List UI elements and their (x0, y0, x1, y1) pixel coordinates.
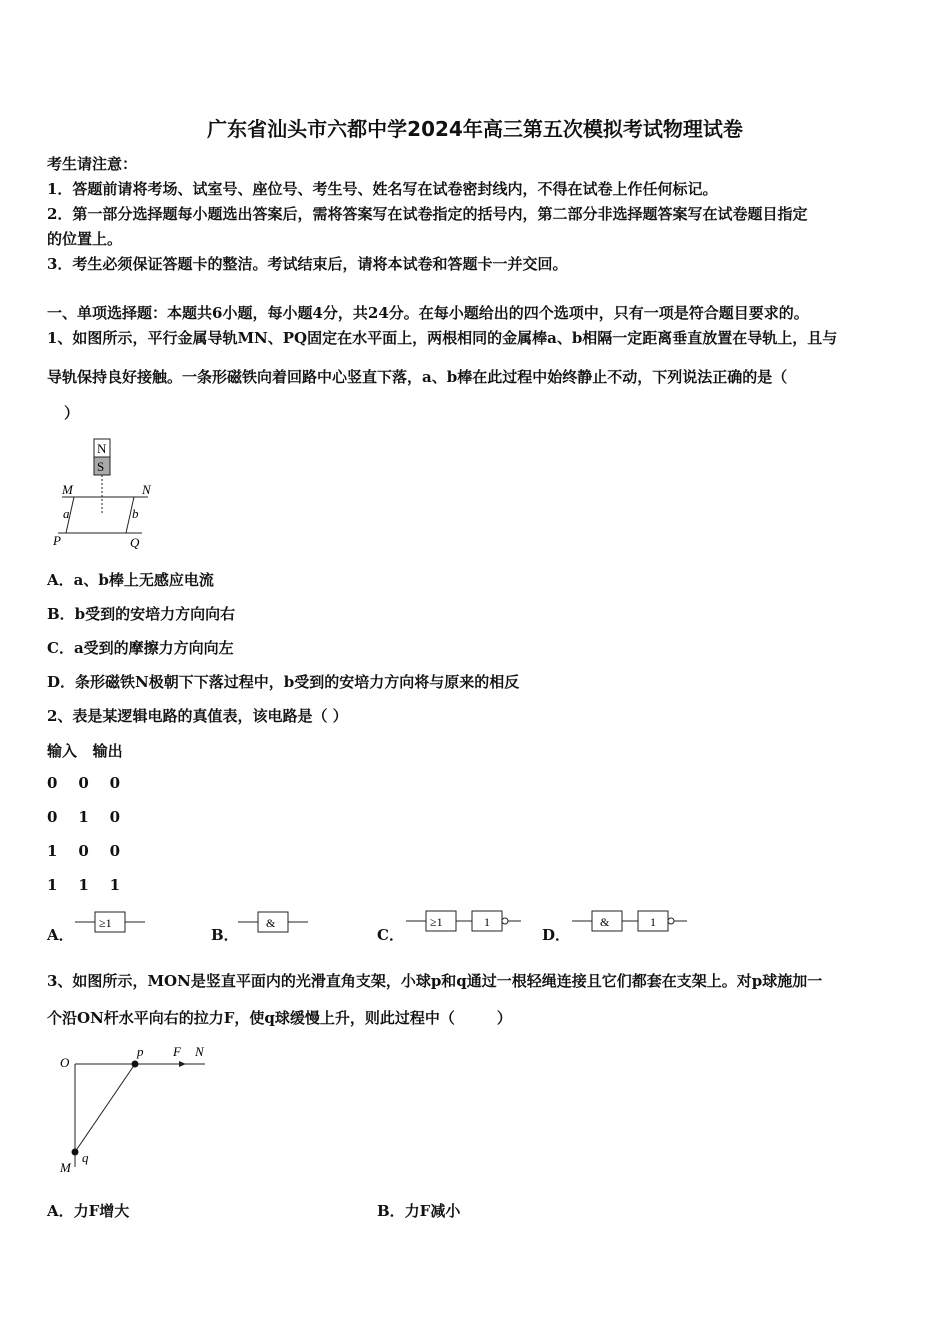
q1-stem-line: ） (64, 404, 80, 422)
and-gate-symbol: & (266, 916, 276, 930)
truth-table-row: 0 1 0 (47, 808, 121, 826)
q1-option: A．a、b棒上无感应电流 (47, 571, 214, 589)
q1-option: B．b受到的安培力方向向右 (47, 605, 236, 623)
q2-option-label: D． (542, 926, 571, 944)
label-q: q (82, 1150, 89, 1165)
notice-item: 3．考生必须保证答题卡的整洁。考试结束后，请将本试卷和答题卡一并交回。 (47, 255, 568, 273)
q3-stem-line: 3、如图所示，MON是竖直平面内的光滑直角支架，小球p和q通过一根轻绳连接且它们都套在支架上。对p球施加一 (47, 972, 823, 990)
truth-table-row: 1 0 0 (47, 842, 121, 860)
and-gate-figure (236, 909, 311, 935)
section-heading: 一、单项选择题：本题共6小题，每小题4分，共24分。在每小题给出的四个选项中，只有一项是符合题目要求的。 (47, 304, 809, 322)
rope-pq (75, 1064, 135, 1152)
truth-table-header: 输入 输出 (47, 742, 123, 760)
q2-option-label: B． (211, 926, 239, 944)
q1-figure (50, 435, 165, 555)
q1-option: D．条形磁铁N极朝下下落过程中，b受到的安培力方向将与原来的相反 (47, 673, 520, 691)
label-Q: Q (130, 535, 140, 550)
notice-item: 的位置上。 (47, 230, 123, 248)
q1-stem-line: 导轨保持良好接触。一条形磁铁向着回路中心竖直下落，a、b棒在此过程中始终静止不动，下列说法正确的是（ (47, 368, 788, 386)
and-gate-symbol: & (600, 915, 610, 929)
not-gate-symbol: 1 (484, 915, 490, 929)
label-M: M (60, 1160, 71, 1175)
label-N: N (195, 1044, 204, 1059)
notice-item: 2．第一部分选择题每小题选出答案后，需将答案写在试卷指定的括号内，第二部分非选择题答案写在试卷题目指定 (47, 205, 808, 223)
or-gate-symbol: ≥1 (99, 916, 112, 930)
or-gate-symbol: ≥1 (430, 915, 443, 929)
q2-option-label: A． (47, 926, 74, 944)
label-N: N (97, 441, 107, 456)
label-a: a (63, 506, 70, 521)
force-arrow (179, 1061, 186, 1067)
q3-figure (55, 1042, 215, 1177)
label-F: F (173, 1044, 181, 1059)
notice-heading: 考生请注意： (47, 155, 138, 173)
q3-stem-line: 个沿ON杆水平向右的拉力F，使q球缓慢上升，则此过程中（ ） (47, 1009, 512, 1027)
q2-option-label: C． (377, 926, 404, 944)
q1-option: C．a受到的摩擦力方向向左 (47, 639, 234, 657)
q3-option: B．力F减小 (377, 1202, 461, 1220)
truth-table-row: 1 1 1 (47, 876, 121, 894)
label-S: S (97, 459, 105, 474)
q2-stem: 2、表是某逻辑电路的真值表，该电路是（ ） (47, 707, 348, 725)
label-O: O (60, 1055, 70, 1070)
label-b: b (132, 506, 139, 521)
ball-p (132, 1061, 139, 1068)
not-gate-symbol: 1 (650, 915, 656, 929)
nor-circuit-figure (404, 907, 524, 935)
page-title: 广东省汕头市六都中学2024年高三第五次模拟考试物理试卷 (207, 117, 743, 141)
notice-item: 1．答题前请将考场、试室号、座位号、考生号、姓名写在试卷密封线内，不得在试卷上作任何标记。 (47, 180, 718, 198)
label-P: P (53, 533, 61, 548)
label-p: p (137, 1044, 144, 1059)
label-M: M (62, 482, 73, 497)
nand-circuit-figure (570, 907, 690, 935)
ball-q (72, 1149, 79, 1156)
truth-table-row: 0 0 0 (47, 774, 121, 792)
label-N-rail: N (142, 482, 151, 497)
or-gate-figure (73, 909, 148, 935)
q1-stem-line: 1、如图所示，平行金属导轨MN、PQ固定在水平面上，两根相同的金属棒a、b相隔一定距离垂直放置在导轨上，且与 (47, 329, 838, 347)
q3-option: A．力F增大 (47, 1202, 130, 1220)
